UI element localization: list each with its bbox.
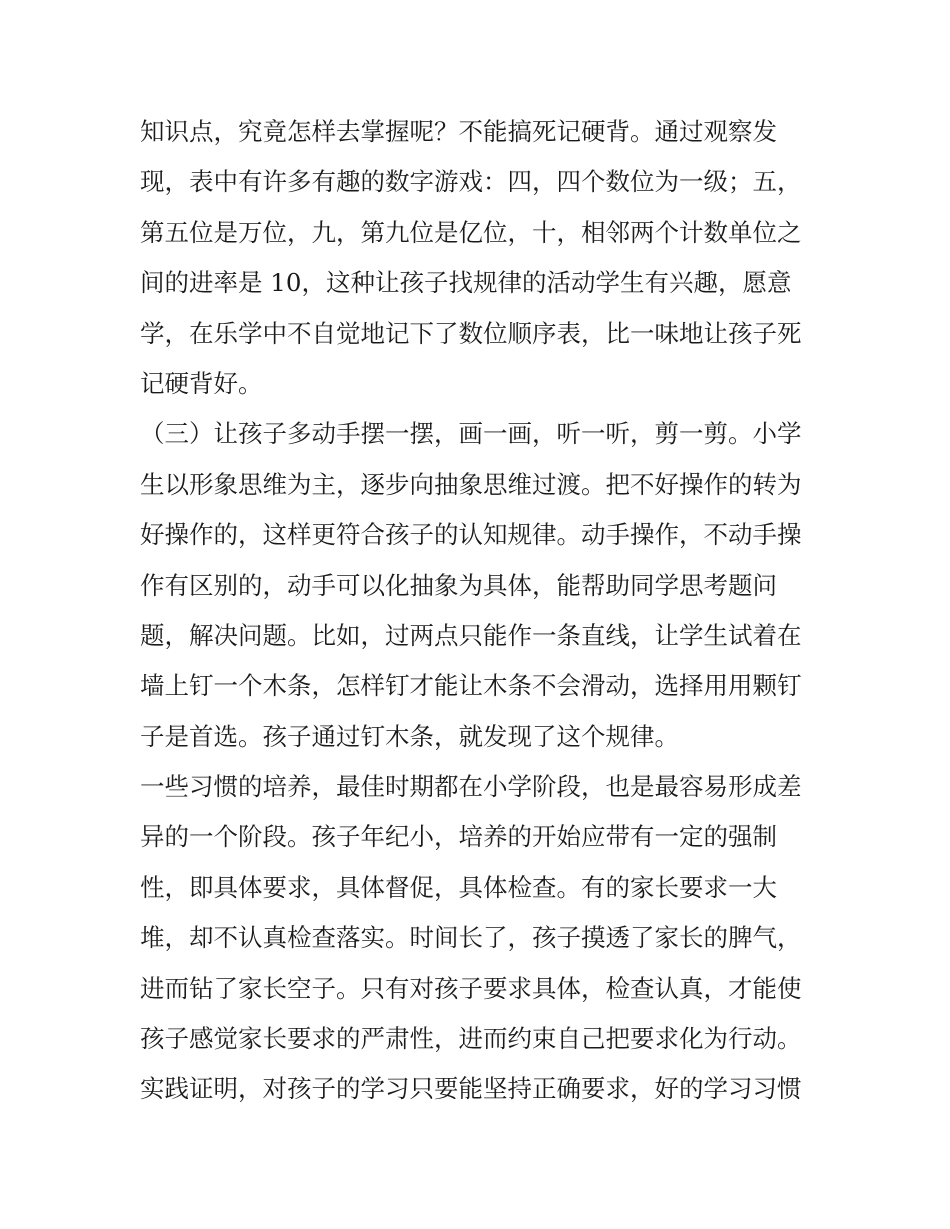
text-line: 好操作的，这样更符合孩子的认知规律。动手操作，不动手操 <box>140 520 802 550</box>
text-line: 间的进率是 10，这种让孩子找规律的活动学生有兴趣，愿意 <box>140 268 792 298</box>
text-line: 异的一个阶段。孩子年纪小，培养的开始应带有一定的强制 <box>140 822 777 852</box>
text-line: 子是首选。孩子通过钉木条，就发现了这个规律。 <box>140 721 679 751</box>
text-line: （三）让孩子多动手摆一摆，画一画，听一听，剪一剪。小学 <box>140 419 802 449</box>
text-line: 实践证明，对孩子的学习只要能坚持正确要求，好的学习习惯 <box>140 1074 802 1104</box>
text-line: 堆，却不认真检查落实。时间长了，孩子摸透了家长的脾气， <box>140 923 802 953</box>
text-line: 第五位是万位，九，第九位是亿位，十，相邻两个计数单位之 <box>140 217 802 247</box>
text-line: 孩子感觉家长要求的严肃性，进而约束自己把要求化为行动。 <box>140 1024 802 1054</box>
text-line: 一些习惯的培养，最佳时期都在小学阶段，也是最容易形成差 <box>140 772 802 802</box>
body-text <box>140 107 840 1115</box>
text-line: 墙上钉一个木条，怎样钉才能让木条不会滑动，选择用用颗钉 <box>140 671 802 701</box>
text-line: 作有区别的，动手可以化抽象为具体，能帮助同学思考题问 <box>140 570 777 600</box>
text-line: 知识点，究竟怎样去掌握呢？不能搞死记硬背。通过观察发 <box>140 117 777 146</box>
text-line: 题，解决问题。比如，过两点只能作一条直线，让学生试着在 <box>140 620 802 650</box>
text-line: 性，即具体要求，具体督促，具体检查。有的家长要求一大 <box>140 872 777 902</box>
text-line: 进而钻了家长空子。只有对孩子要求具体，检查认真，才能使 <box>140 973 802 1003</box>
text-line: 生以形象思维为主，逐步向抽象思维过渡。把不好操作的转为 <box>140 469 802 499</box>
text-line: 现，表中有许多有趣的数字游戏：四，四个数位为一级；五， <box>140 167 802 197</box>
text-line: 记硬背好。 <box>140 368 263 398</box>
text-line: 学，在乐学中不自觉地记下了数位顺序表，比一味地让孩子死 <box>140 318 802 348</box>
